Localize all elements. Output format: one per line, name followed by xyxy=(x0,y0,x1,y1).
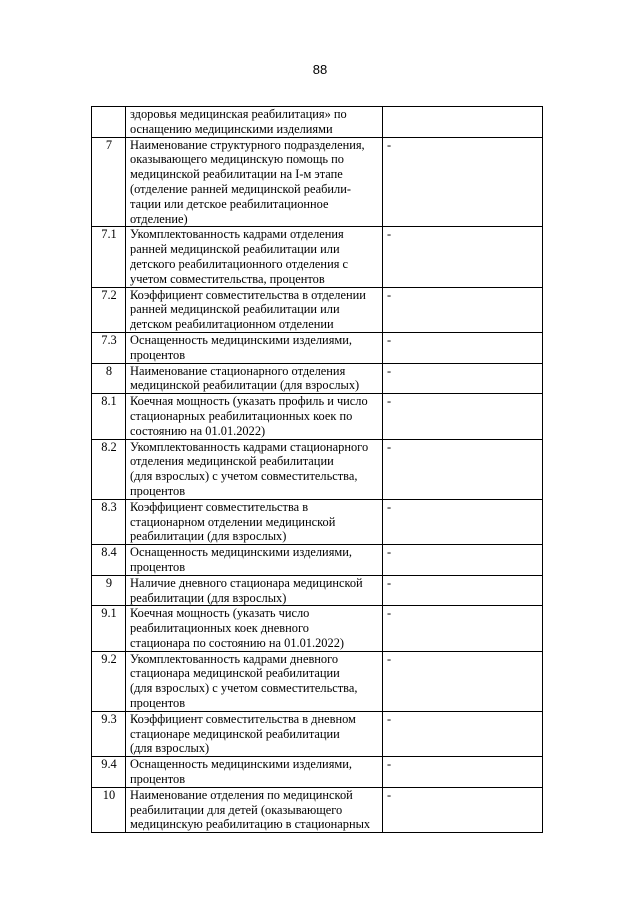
row-number-cell: 8 xyxy=(92,363,126,394)
row-description-cell: Наименование стационарного отделения медицинской реабилитации (для взрослых) xyxy=(126,363,383,394)
row-description-cell: Укомплектованность кадрами стационарного отделения медицинской реабилитации (для взрослых) с учетом совместительства, процентов xyxy=(126,439,383,499)
page-number: 88 xyxy=(312,62,328,77)
row-value-cell: - xyxy=(383,287,543,332)
row-number-cell: 7.1 xyxy=(92,227,126,287)
row-description-cell: Оснащенность медицинскими изделиями, процентов xyxy=(126,332,383,363)
row-number-cell: 7 xyxy=(92,137,126,227)
row-description-cell: Наименование структурного подразделения, оказывающего медицинскую помощь по медицинской реабилитации на I-м этапе (отделение ранней медицинской реабили- тации или детское реабилитационное отделение) xyxy=(126,137,383,227)
row-description-cell: Коэффициент совместительства в стационарном отделении медицинской реабилитации (для взрослых) xyxy=(126,499,383,544)
row-number-cell: 8.3 xyxy=(92,499,126,544)
row-description-cell: Коэффициент совместительства в отделении ранней медицинской реабилитации или детском реабилитационном отделении xyxy=(126,287,383,332)
table-row xyxy=(92,545,543,576)
row-number-cell: 9.1 xyxy=(92,606,126,651)
row-number-cell: 7.2 xyxy=(92,287,126,332)
row-number-cell: 9 xyxy=(92,575,126,606)
row-number-cell: 9.3 xyxy=(92,711,126,756)
table-row xyxy=(92,439,543,499)
row-description-cell: Наименование отделения по медицинской реабилитации для детей (оказывающего медицинскую реабилитацию в стационарных xyxy=(126,787,383,832)
indicator-table-body xyxy=(92,107,543,833)
row-number-cell xyxy=(92,107,126,138)
row-value-cell: - xyxy=(383,757,543,788)
table-row xyxy=(92,107,543,138)
row-description-cell: Коечная мощность (указать профиль и число стационарных реабилитационных коек по состоянию на 01.01.2022) xyxy=(126,394,383,439)
row-number-cell: 7.3 xyxy=(92,332,126,363)
table-row xyxy=(92,711,543,756)
table-row xyxy=(92,757,543,788)
row-description-cell: здоровья медицинская реабилитация» по оснащению медицинскими изделиями xyxy=(126,107,383,138)
table-row xyxy=(92,787,543,832)
row-value-cell: - xyxy=(383,499,543,544)
row-value-cell: - xyxy=(383,575,543,606)
row-number-cell: 8.4 xyxy=(92,545,126,576)
row-description-cell: Оснащенность медицинскими изделиями, процентов xyxy=(126,545,383,576)
row-value-cell: - xyxy=(383,711,543,756)
row-value-cell: - xyxy=(383,545,543,576)
table-row xyxy=(92,363,543,394)
row-value-cell: - xyxy=(383,363,543,394)
row-description-cell: Коэффициент совместительства в дневном стационаре медицинской реабилитации (для взрослых) xyxy=(126,711,383,756)
row-value-cell xyxy=(383,107,543,138)
row-number-cell: 9.4 xyxy=(92,757,126,788)
row-value-cell: - xyxy=(383,651,543,711)
table-row xyxy=(92,606,543,651)
indicator-table xyxy=(91,106,543,833)
table-row xyxy=(92,651,543,711)
row-value-cell: - xyxy=(383,332,543,363)
table-row xyxy=(92,575,543,606)
row-description-cell: Коечная мощность (указать число реабилитационных коек дневного стационара по состоянию на 01.01.2022) xyxy=(126,606,383,651)
row-value-cell: - xyxy=(383,606,543,651)
row-description-cell: Оснащенность медицинскими изделиями, процентов xyxy=(126,757,383,788)
row-number-cell: 10 xyxy=(92,787,126,832)
row-number-cell: 8.1 xyxy=(92,394,126,439)
table-row xyxy=(92,332,543,363)
row-number-cell: 9.2 xyxy=(92,651,126,711)
row-description-cell: Укомплектованность кадрами дневного стационара медицинской реабилитации (для взрослых) с учетом совместительства, процентов xyxy=(126,651,383,711)
row-description-cell: Укомплектованность кадрами отделения ранней медицинской реабилитации или детского реабилитационного отделения с учетом совместительства, процентов xyxy=(126,227,383,287)
table-row xyxy=(92,499,543,544)
table-row xyxy=(92,137,543,227)
row-value-cell: - xyxy=(383,137,543,227)
table-row xyxy=(92,227,543,287)
table-row xyxy=(92,394,543,439)
row-value-cell: - xyxy=(383,439,543,499)
table-row xyxy=(92,287,543,332)
row-description-cell: Наличие дневного стационара медицинской реабилитации (для взрослых) xyxy=(126,575,383,606)
row-number-cell: 8.2 xyxy=(92,439,126,499)
row-value-cell: - xyxy=(383,394,543,439)
row-value-cell: - xyxy=(383,227,543,287)
row-value-cell: - xyxy=(383,787,543,832)
